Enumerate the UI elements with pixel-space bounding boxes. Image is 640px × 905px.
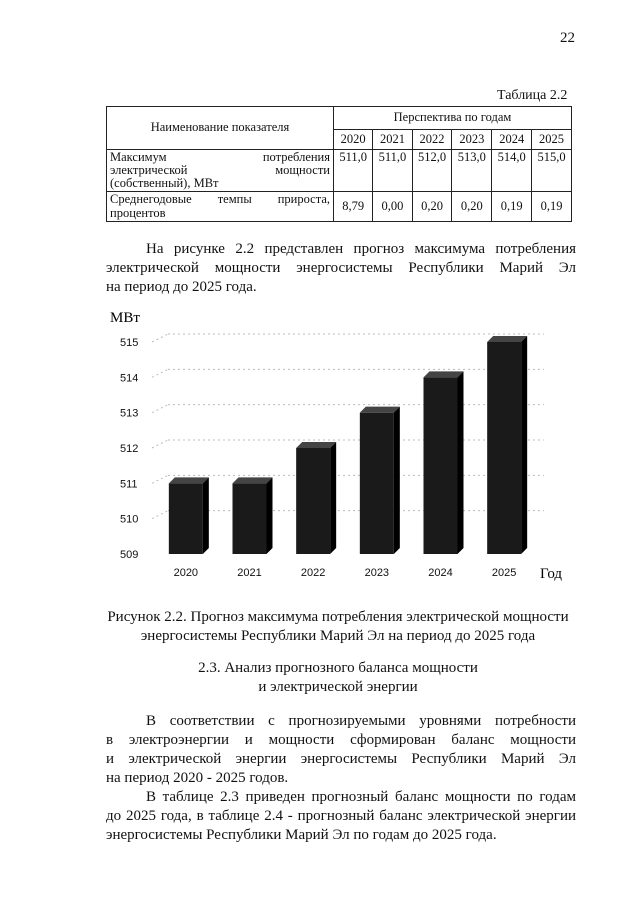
y-tick-label: 510 [120, 513, 139, 526]
gridline-depth [152, 405, 168, 413]
bar-front [169, 483, 203, 554]
table-cell: 0,19 [532, 192, 572, 221]
y-tick-label: 515 [120, 337, 139, 349]
row-name-line: процентов [110, 205, 166, 220]
table-cell: 0,20 [412, 192, 452, 221]
table-cell: 511,0 [334, 150, 373, 192]
bar-side [203, 477, 209, 554]
bar-front [424, 377, 458, 554]
paragraph-line: и электрической энергии энергосистемы Республики Марий Эл [106, 751, 576, 767]
table-cell: 8,79 [334, 192, 373, 221]
bar [233, 477, 273, 554]
indicators-table [106, 106, 572, 222]
bar-top [169, 477, 209, 483]
y-tick-label: 514 [120, 372, 139, 385]
caption-line: Рисунок 2.2. Прогноз максимума потребления электрической мощности [107, 609, 569, 625]
year-header: 2021 [373, 130, 412, 150]
bar-top [296, 442, 336, 448]
gridline-depth [152, 475, 168, 483]
bar-top [360, 407, 400, 413]
bar [424, 371, 464, 554]
row-name-line: электрической мощности [110, 163, 330, 178]
bar-top [487, 336, 527, 342]
column-header-name: Наименование показателя [107, 107, 334, 150]
y-tick-label: 511 [120, 478, 138, 491]
chart [100, 300, 580, 590]
y-tick-label: 512 [120, 443, 139, 455]
paragraph-line: В таблице 2.3 приведен прогнозный баланс мощности по годам [146, 789, 576, 805]
year-header: 2020 [334, 130, 373, 150]
bar [487, 336, 527, 554]
table-cell: 514,0 [492, 150, 532, 192]
bar-side [267, 477, 273, 554]
table-cell: 0,00 [373, 192, 412, 221]
bar-front [487, 342, 521, 554]
table-cell: 515,0 [532, 150, 572, 192]
intro-paragraph [106, 240, 576, 297]
section-title-line: и электрической энергии [258, 679, 418, 695]
row-name [107, 150, 334, 192]
bar-front [233, 483, 267, 554]
year-header: 2025 [532, 130, 572, 150]
bar [169, 477, 209, 554]
x-tick-label: 2021 [237, 567, 262, 579]
table-cell: 512,0 [412, 150, 452, 192]
x-tick-label: 2023 [364, 567, 390, 579]
bar-top [233, 477, 273, 483]
row-name-line: Среднегодовые темпы прироста, [110, 192, 330, 207]
x-tick-label: 2025 [491, 567, 517, 579]
bar-top [424, 371, 464, 377]
caption-line: энергосистемы Республики Марий Эл на период до 2025 года [140, 628, 536, 644]
paragraph-line: энергосистемы Республики Марий Эл по годам до 2025 года. [106, 827, 497, 843]
body-paragraph-1 [106, 712, 576, 788]
bar [360, 407, 400, 554]
paragraph-line: в электроэнергии и мощности сформирован баланс мощности [106, 732, 576, 748]
table-cell: 511,0 [373, 150, 412, 192]
bar-side [394, 407, 400, 554]
section-title [100, 659, 576, 697]
row-name-line: (собственный), МВт [110, 176, 219, 191]
table-cell: 0,20 [452, 192, 492, 221]
table-row [107, 150, 572, 192]
row-name-line: Максимум потребления [110, 150, 330, 164]
gridline-depth [152, 334, 168, 342]
paragraph-line: На рисунке 2.2 представлен прогноз максимума потребления [146, 241, 576, 257]
gridline-depth [152, 440, 168, 448]
bar [296, 442, 336, 554]
gridline-depth [152, 369, 168, 377]
page-number: 22 [560, 30, 575, 46]
bar-front [360, 413, 394, 554]
column-header-perspective: Перспектива по годам [334, 107, 572, 130]
gridline-depth [152, 511, 168, 519]
bar-side [330, 442, 336, 554]
paragraph-line: В соответствии с прогнозируемыми уровнями потребности [146, 713, 576, 729]
bar-side [458, 371, 464, 554]
y-tick-label: 509 [120, 549, 139, 561]
x-tick-label: 2020 [173, 567, 199, 579]
x-axis-label: Год [540, 566, 563, 582]
bar-chart-svg [100, 300, 580, 590]
paragraph-line: на период до 2025 года. [106, 279, 257, 295]
paragraph-line: электрической мощности энергосистемы Республики Марий Эл [106, 260, 576, 276]
y-axis-label: МВт [110, 310, 140, 326]
paragraph-line: на период 2020 - 2025 годов. [106, 770, 289, 786]
table-cell: 513,0 [452, 150, 492, 192]
y-tick-label: 513 [120, 407, 139, 420]
row-name [107, 192, 334, 221]
table-cell: 0,19 [492, 192, 532, 221]
body-paragraph-2 [106, 788, 576, 845]
x-tick-label: 2022 [300, 567, 326, 579]
table-row [107, 192, 572, 221]
bar-side [521, 336, 527, 554]
year-header: 2022 [412, 130, 452, 150]
year-header: 2023 [452, 130, 492, 150]
section-title-line: 2.3. Анализ прогнозного баланса мощности [198, 660, 478, 676]
x-tick-label: 2024 [428, 567, 453, 579]
year-header: 2024 [492, 130, 532, 150]
paragraph-line: до 2025 года, в таблице 2.4 - прогнозный баланс электрической энергии [106, 808, 576, 824]
bar-front [296, 448, 330, 554]
figure-caption [100, 608, 576, 646]
table-caption: Таблица 2.2 [497, 88, 568, 103]
